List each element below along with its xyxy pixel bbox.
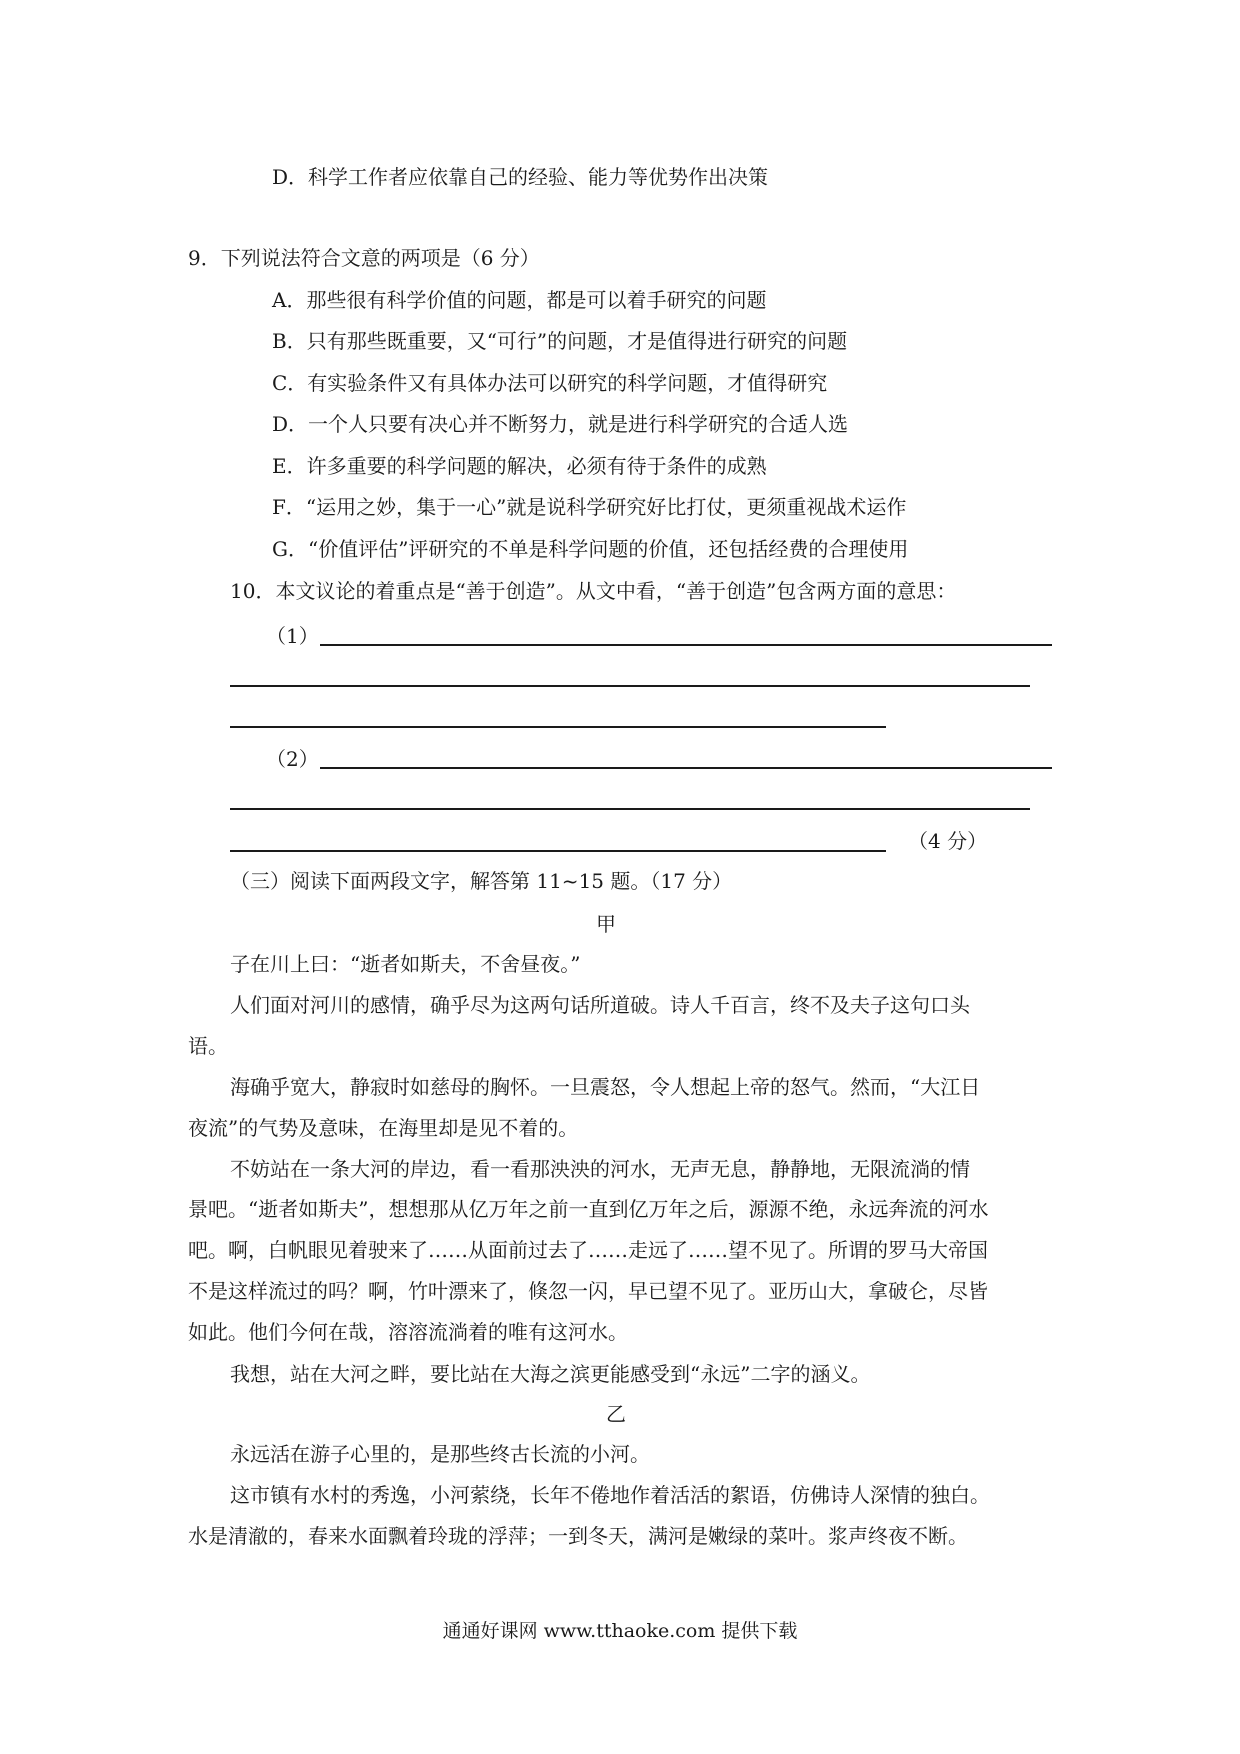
q8-option-d: D．科学工作者应依靠自己的经验、能力等优势作出决策: [272, 165, 769, 189]
jia-p2-l1: 人们面对河川的感情，确乎尽为这两句话所道破。诗人千百言，终不及夫子这句口头: [230, 993, 970, 1017]
q10-label-1: （1）: [266, 624, 319, 648]
jia-p3-l2: 夜流”的气势及意味，在海里却是见不着的。: [188, 1116, 579, 1140]
q10-answer-line-1a[interactable]: [320, 644, 1052, 646]
jia-p4-l2: 景吧。“逝者如斯夫”，想想那从亿万年之前一直到亿万年之后，源源不绝，永远奔流的河水: [188, 1197, 989, 1221]
q10-stem: 10．本文议论的着重点是“善于创造”。从文中看，“善于创造”包含两方面的意思：: [230, 579, 957, 603]
jia-title: 甲: [596, 912, 616, 936]
jia-p4-l4: 不是这样流过的吗？啊，竹叶漂来了，倏忽一闪，早已望不见了。亚历山大，拿破仑，尽皆: [188, 1279, 988, 1303]
yi-p2-l1: 这市镇有水村的秀逸，小河萦绕，长年不倦地作着活活的絮语，仿佛诗人深情的独白。: [230, 1483, 990, 1507]
q9-option-g: G．“价值评估”评研究的不单是科学问题的价值，还包括经费的合理使用: [272, 537, 909, 561]
jia-p2-l2: 语。: [188, 1034, 228, 1058]
q10-answer-line-2a[interactable]: [320, 767, 1052, 769]
q10-score: （4 分）: [908, 829, 988, 853]
jia-p3-l1: 海确乎宽大，静寂时如慈母的胸怀。一旦震怒，令人想起上帝的怒气。然而，“大江日: [230, 1075, 981, 1099]
q9-stem: 9．下列说法符合文意的两项是（6 分）: [188, 246, 540, 270]
q9-option-e: E．许多重要的科学问题的解决，必须有待于条件的成熟: [272, 454, 767, 478]
q9-option-f: F．“运用之妙，集于一心”就是说科学研究好比打仗，更须重视战术运作: [272, 495, 907, 519]
page-footer: 通通好课网 www.tthaoke.com 提供下载: [442, 1620, 798, 1642]
q9-option-c: C．有实验条件又有具体办法可以研究的科学问题，才值得研究: [272, 371, 828, 395]
jia-p1-l1: 子在川上曰：“逝者如斯夫，不舍昼夜。”: [230, 952, 581, 976]
jia-p4-l3: 吧。啊，白帆眼见着驶来了……从面前过去了……走远了……望不见了。所谓的罗马大帝国: [188, 1238, 988, 1262]
yi-title: 乙: [606, 1402, 626, 1426]
q10-answer-line-1c[interactable]: [230, 726, 886, 728]
jia-p4-l5: 如此。他们今何在哉，溶溶流淌着的唯有这河水。: [188, 1320, 628, 1344]
q9-option-a: A．那些很有科学价值的问题，都是可以着手研究的问题: [272, 288, 767, 312]
q10-answer-line-2c[interactable]: [230, 850, 886, 852]
q10-answer-line-1b[interactable]: [230, 685, 1030, 687]
q9-option-b: B．只有那些既重要，又“可行”的问题，才是值得进行研究的问题: [272, 329, 848, 353]
q9-option-d: D．一个人只要有决心并不断努力，就是进行科学研究的合适人选: [272, 412, 849, 436]
jia-p4-l1: 不妨站在一条大河的岸边，看一看那泱泱的河水，无声无息，静静地，无限流淌的情: [230, 1157, 970, 1181]
q10-label-2: （2）: [266, 747, 319, 771]
jia-p5-l1: 我想，站在大河之畔，要比站在大海之滨更能感受到“永远”二字的涵义。: [230, 1362, 871, 1386]
yi-p1-l1: 永远活在游子心里的，是那些终古长流的小河。: [230, 1442, 650, 1466]
section3-heading: （三）阅读下面两段文字，解答第 11~15 题。（17 分）: [230, 869, 733, 893]
q10-answer-line-2b[interactable]: [230, 808, 1030, 810]
yi-p2-l2: 水是清澈的，春来水面飘着玲珑的浮萍；一到冬天，满河是嫩绿的菜叶。浆声终夜不断。: [188, 1524, 968, 1548]
